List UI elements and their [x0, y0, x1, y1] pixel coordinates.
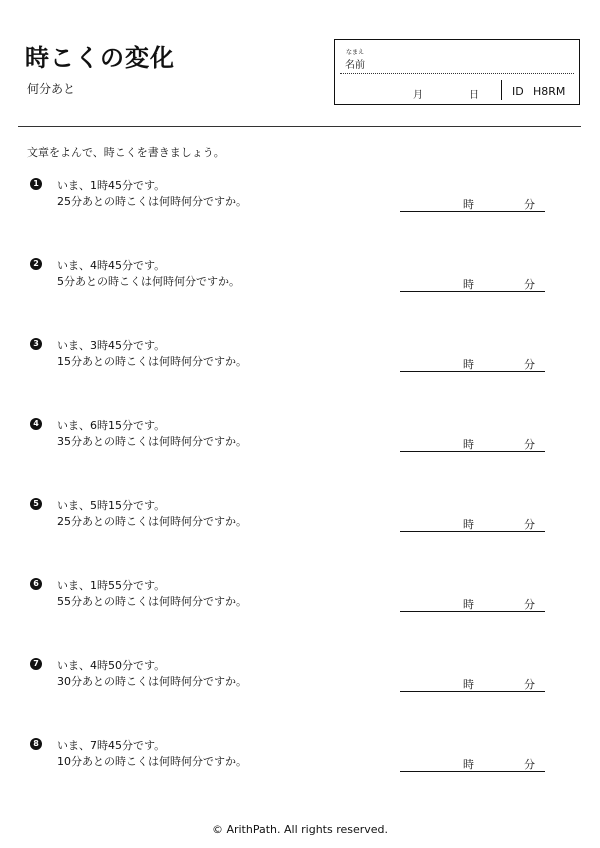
problem-number-badge: 4: [30, 418, 42, 430]
answer-hour-label: 時: [463, 678, 474, 691]
problem-5: [0, 498, 600, 558]
answer-hour-label: 時: [463, 358, 474, 371]
answer-hour-label: 時: [463, 278, 474, 291]
page-subtitle: 何分あと: [27, 82, 76, 96]
problem-8: [0, 738, 600, 798]
name-furigana: なまえ: [346, 49, 365, 56]
instruction: 文章をよんで、時こくを書きましょう。: [27, 146, 225, 159]
id-divider: [501, 80, 502, 100]
problem-question: 55分あとの時こくは何時何分ですか。: [57, 595, 247, 608]
header-divider: [18, 126, 581, 127]
problem-number-badge: 5: [30, 498, 42, 510]
problem-6: [0, 578, 600, 638]
answer-hour-label: 時: [463, 518, 474, 531]
answer-minute-label: 分: [524, 758, 535, 771]
problem-question: 30分あとの時こくは何時何分ですか。: [57, 675, 247, 688]
answer-line[interactable]: [400, 371, 545, 372]
id-label: ID: [512, 85, 524, 98]
problem-2: [0, 258, 600, 318]
name-box: [334, 39, 580, 105]
name-dotted-line: [340, 73, 574, 74]
problem-number-badge: 8: [30, 738, 42, 750]
answer-line[interactable]: [400, 771, 545, 772]
copyright-footer: © ArithPath. All rights reserved.: [211, 823, 389, 836]
problem-statement: いま、4時45分です。: [57, 259, 166, 272]
answer-line[interactable]: [400, 291, 545, 292]
problem-question: 10分あとの時こくは何時何分ですか。: [57, 755, 247, 768]
name-label: 名前: [345, 60, 365, 71]
page-title: 時こくの変化: [25, 44, 175, 72]
problem-1: [0, 178, 600, 238]
problem-number-badge: 7: [30, 658, 42, 670]
problem-question: 15分あとの時こくは何時何分ですか。: [57, 355, 247, 368]
problem-statement: いま、4時50分です。: [57, 659, 166, 672]
answer-minute-label: 分: [524, 518, 535, 531]
day-label: 日: [469, 90, 479, 101]
problem-7: [0, 658, 600, 718]
answer-minute-label: 分: [524, 278, 535, 291]
answer-minute-label: 分: [524, 358, 535, 371]
problem-question: 35分あとの時こくは何時何分ですか。: [57, 435, 247, 448]
answer-hour-label: 時: [463, 758, 474, 771]
problem-statement: いま、1時55分です。: [57, 579, 166, 592]
answer-line[interactable]: [400, 451, 545, 452]
answer-minute-label: 分: [524, 198, 535, 211]
answer-hour-label: 時: [463, 598, 474, 611]
problem-number-badge: 3: [30, 338, 42, 350]
problem-statement: いま、6時15分です。: [57, 419, 166, 432]
problem-statement: いま、7時45分です。: [57, 739, 166, 752]
answer-minute-label: 分: [524, 598, 535, 611]
answer-line[interactable]: [400, 211, 545, 212]
problem-question: 5分あとの時こくは何時何分ですか。: [57, 275, 240, 288]
answer-hour-label: 時: [463, 198, 474, 211]
answer-minute-label: 分: [524, 678, 535, 691]
problem-statement: いま、1時45分です。: [57, 179, 166, 192]
problem-number-badge: 6: [30, 578, 42, 590]
problem-question: 25分あとの時こくは何時何分ですか。: [57, 515, 247, 528]
answer-line[interactable]: [400, 611, 545, 612]
month-label: 月: [413, 90, 423, 101]
answer-hour-label: 時: [463, 438, 474, 451]
problem-number-badge: 2: [30, 258, 42, 270]
problem-4: [0, 418, 600, 478]
id-value: H8RM: [533, 85, 566, 98]
problem-question: 25分あとの時こくは何時何分ですか。: [57, 195, 247, 208]
problem-statement: いま、3時45分です。: [57, 339, 166, 352]
answer-line[interactable]: [400, 691, 545, 692]
problem-statement: いま、5時15分です。: [57, 499, 166, 512]
answer-line[interactable]: [400, 531, 545, 532]
problem-3: [0, 338, 600, 398]
problem-number-badge: 1: [30, 178, 42, 190]
answer-minute-label: 分: [524, 438, 535, 451]
